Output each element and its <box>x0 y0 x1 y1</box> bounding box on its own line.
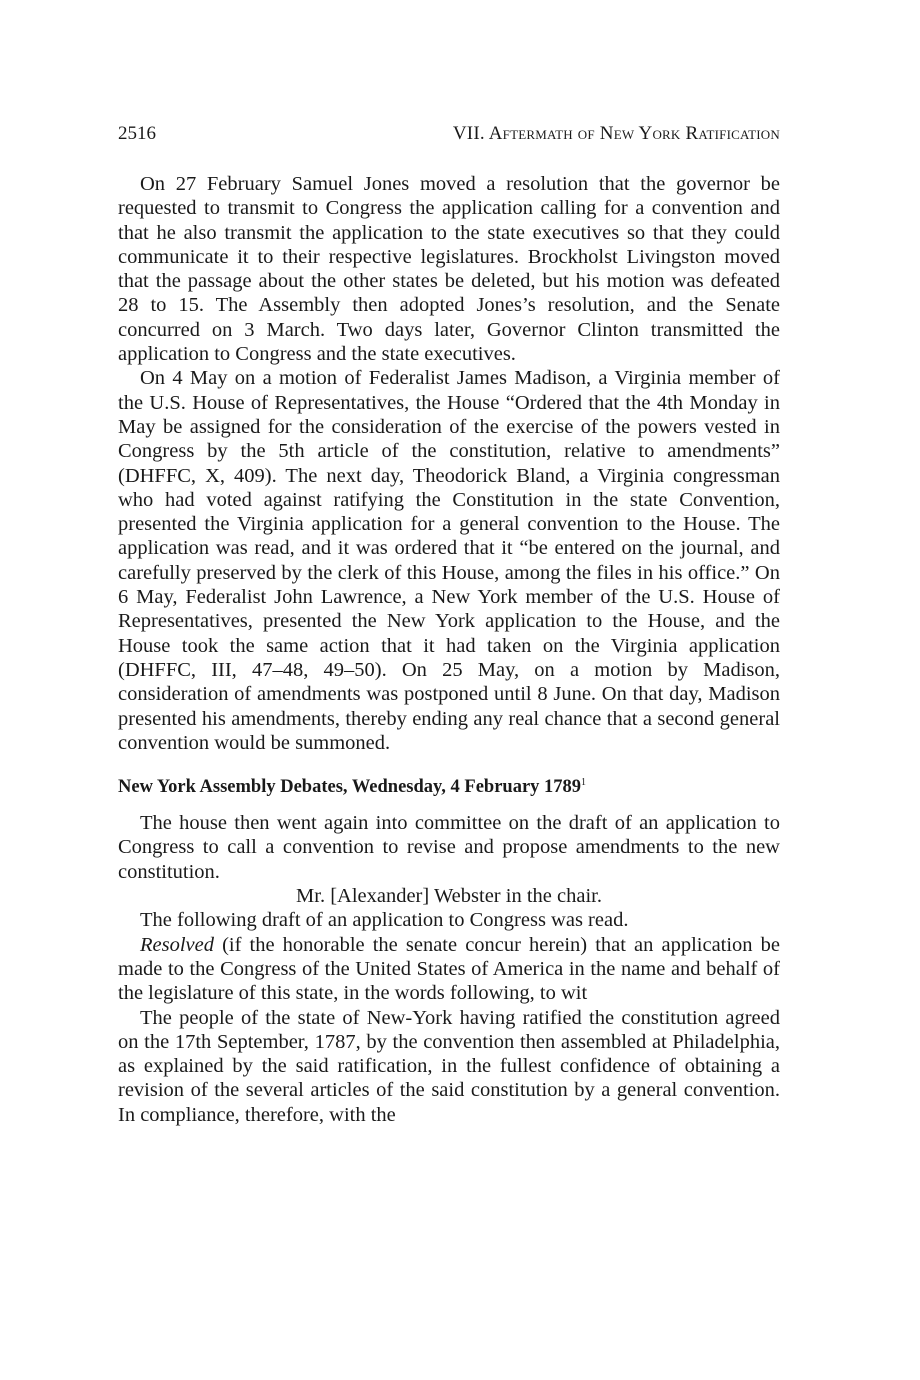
body-paragraph-3: The house then went again into committee on the draft of an application to Congress to call a convention to revise and propose amendments to the new constitution. <box>118 812 780 883</box>
body-paragraph-1: On 27 February Samuel Jones moved a resolution that the governor be requested to transmit to Congress the application calling for a convention and that he also transmit the application to the state executives so that they could communicate it to their respective legislatures. Brockholst Livingston moved that the passage about the other states be deleted, but his motion was defeated 28 to 15. The Assembly then adopted Jones’s resolution, and the Senate concurred on 3 March. Two days later, Governor Clinton transmitted the application to Congress and the state executives. <box>118 173 780 366</box>
running-head <box>118 120 780 148</box>
section-heading-text: New York Assembly Debates, Wednesday, 4 February 1789 <box>118 777 582 798</box>
running-title: VII. Aftermath of New York Ratification <box>452 123 780 144</box>
resolved-text: (if the honorable the senate concur herein) that an application be made to the Congress of the United States of America in the name and behalf of the legislature of this state, in the words following, to wit <box>118 933 780 1005</box>
body-paragraph-5 <box>118 933 780 1006</box>
body-paragraph-6: The people of the state of New-York having ratified the constitution agreed on the 17th September, 1787, by the convention then assembled at Philadelphia, as explained by the said ratification, in the fullest confidence of obtaining a revision of the several articles of the said constitution by a general convention. In compliance, therefore, with the <box>118 1006 780 1126</box>
body-paragraph-4: The following draft of an application to Congress was read. <box>140 909 629 932</box>
resolved-word: Resolved <box>140 933 214 956</box>
chair-line: Mr. [Alexander] Webster in the chair. <box>296 885 602 908</box>
body-paragraph-2: On 4 May on a motion of Federalist James Madison, a Virginia member of the U.S. House of Representatives, the House “Ordered that the 4th Monday in May be assigned for the consideration of the exercise of the powers vested in Congress by the 5th article of the constitution, relative to amendments” (DHFFC, X, 409). The next day, Theodorick Bland, a Virginia congressman who had voted against ratifying the Constitution in the state Convention, presented the Virginia application for a general convention to the House. The application was read, and it was ordered that it “be entered on the journal, and carefully preserved by the clerk of this House, among the files in his office.” On 6 May, Federalist John Lawrence, a New York member of the U.S. House of Representatives, presented the New York application to the House, and the House took the same action that it had taken on the Virginia application (DHFFC, III, 47–48, 49–50). On 25 May, on a motion by Madison, consideration of amendments was postponed until 8 June. On that day, Madison presented his amendments, thereby ending any real chance that a second general convention would be summoned. <box>118 367 780 754</box>
footnote-marker: 1 <box>581 776 587 788</box>
section-heading <box>118 775 780 799</box>
document-page <box>118 120 780 1127</box>
page-number: 2516 <box>118 123 156 144</box>
